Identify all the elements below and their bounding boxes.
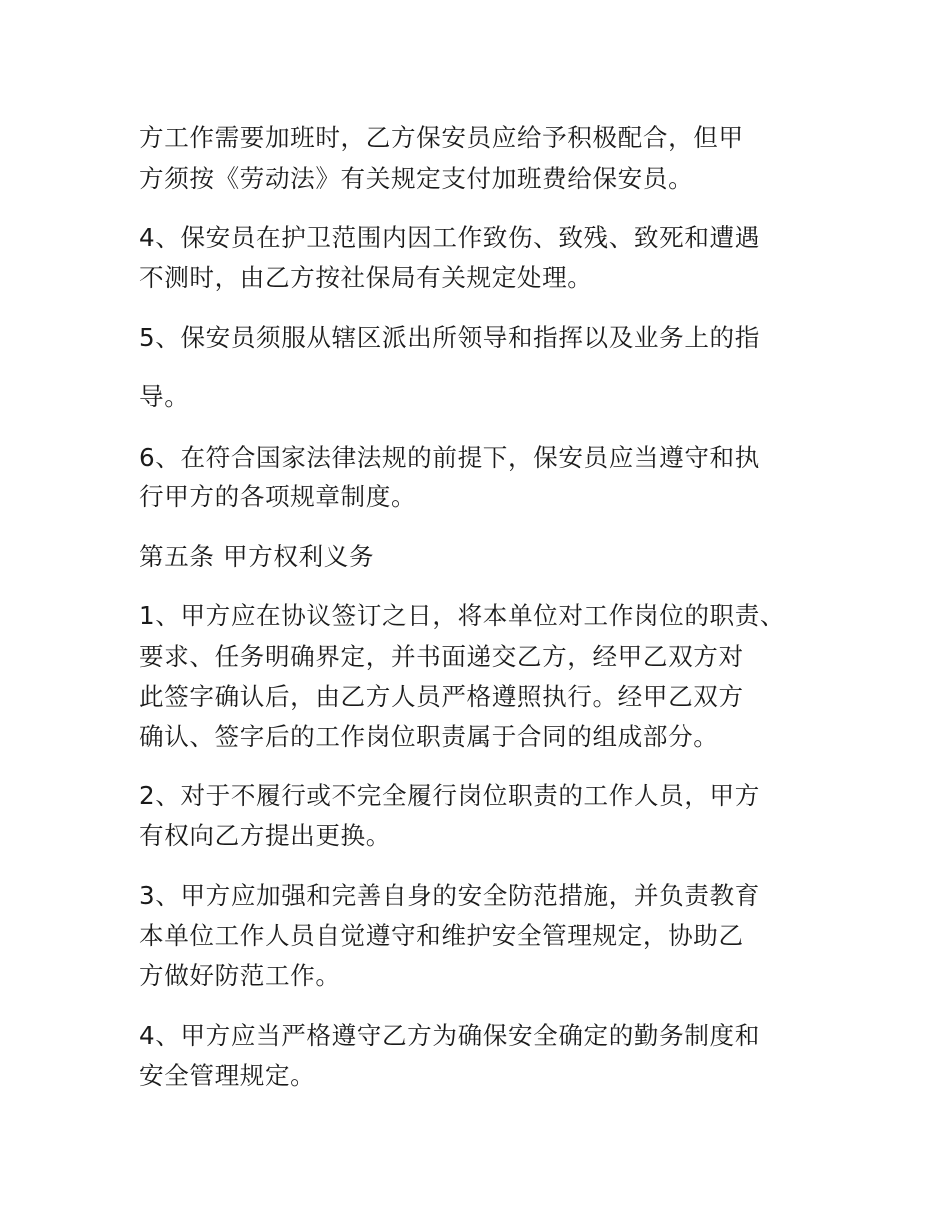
text-line: 不测时，由乙方按社保局有关规定处理。 (139, 263, 593, 292)
text-line: 行甲方的各项规章制度。 (139, 482, 417, 511)
text-line: 导。 (139, 382, 190, 411)
text-line: 方须按《劳动法》有关规定支付加班费给保安员。 (139, 164, 694, 193)
section-heading: 第五条 甲方权利义务 (139, 542, 375, 571)
text-line: 5、保安员须服从辖区派出所领导和指挥以及业务上的指 (139, 323, 760, 352)
text-line: 2、对于不履行或不完全履行岗位职责的工作人员，甲方 (139, 781, 760, 810)
text-line: 方工作需要加班时，乙方保安员应给予积极配合，但甲 (139, 123, 744, 152)
text-line: 此签字确认后，由乙方人员严格遵照执行。经甲乙双方 (139, 682, 744, 711)
text-line: 3、甲方应加强和完善自身的安全防范措施，并负责教育 (139, 881, 760, 910)
text-line: 本单位工作人员自觉遵守和维护安全管理规定，协助乙 (139, 921, 744, 950)
text-line: 4、甲方应当严格遵守乙方为确保安全确定的勤务制度和 (139, 1021, 760, 1050)
text-line: 确认、签字后的工作岗位职责属于合同的组成部分。 (139, 722, 719, 751)
text-line: 6、在符合国家法律法规的前提下，保安员应当遵守和执 (139, 443, 760, 472)
text-line: 方做好防范工作。 (139, 961, 341, 990)
text-line: 要求、任务明确界定，并书面递交乙方，经甲乙双方对 (139, 642, 744, 671)
text-line: 有权向乙方提出更换。 (139, 821, 391, 850)
text-line: 4、保安员在护卫范围内因工作致伤、致残、致死和遭遇 (139, 223, 760, 252)
text-line: 1、甲方应在协议签订之日，将本单位对工作岗位的职责、 (139, 601, 786, 630)
text-line: 安全管理规定。 (139, 1061, 316, 1090)
